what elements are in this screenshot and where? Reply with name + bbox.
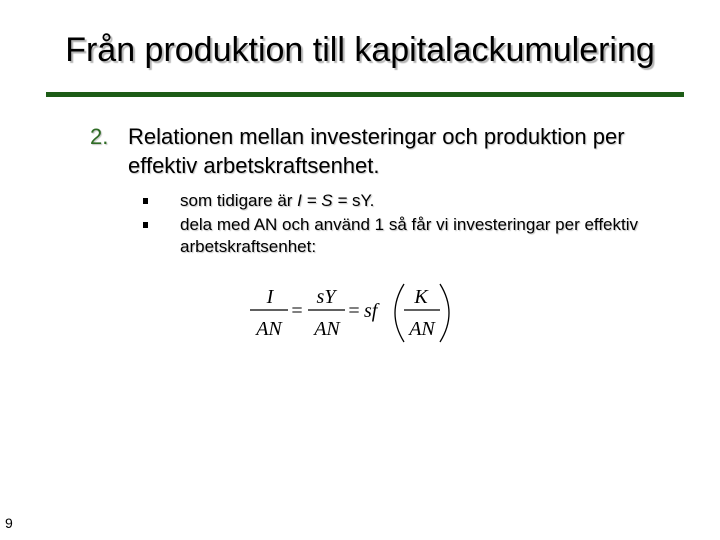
formula-right-paren [440, 284, 449, 342]
bullet-emphasis: I = S = [297, 191, 352, 210]
bullet-item [140, 214, 680, 258]
formula-inner-denominator: AN [409, 318, 435, 340]
formula-equals: = [348, 300, 360, 322]
bullet-marker [143, 198, 148, 204]
formula-equals: = [291, 300, 303, 322]
formula [244, 280, 456, 346]
formula-coefficient: sf [364, 300, 378, 322]
bullet-marker [143, 222, 148, 228]
bullet-tail: sY. [351, 191, 375, 210]
formula-inner-numerator: K [414, 286, 428, 308]
numbered-point [90, 122, 690, 180]
page-number: 9 [5, 515, 13, 531]
point-text: Relationen mellan investeringar och produktion per effektiv arbetskraftsenhet. [128, 124, 625, 178]
slide-title: Från produktion till kapitalackumulering [65, 31, 655, 69]
title-divider [46, 92, 684, 97]
bullet-list [140, 190, 680, 260]
bullet-lead: som tidigare är [180, 191, 298, 210]
formula-lhs-numerator: I [266, 286, 274, 308]
bullet-lead: dela med AN och använd 1 så får vi investeringar per effektiv arbetskraftsenhet: [180, 215, 638, 256]
point-number: 2. [90, 124, 109, 149]
formula-mid-denominator: AN [314, 318, 340, 340]
formula-lhs-denominator: AN [256, 318, 282, 340]
formula-mid-numerator: sY [316, 286, 336, 308]
bullet-item [140, 190, 680, 212]
formula-left-paren [395, 284, 404, 342]
